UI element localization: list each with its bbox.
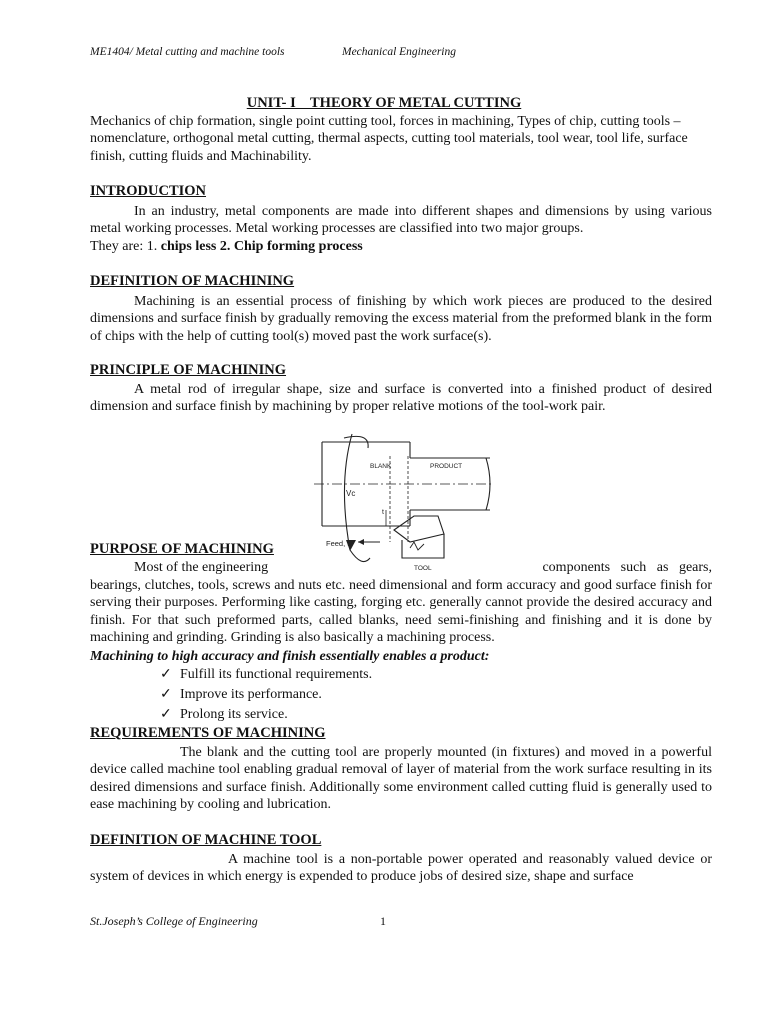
unit-summary: Mechanics of chip formation, single point cutting tool, forces in machining, Types of chip, cutting tools – nomenclature, orthogonal metal cutting, thermal aspects, cutting tool materials, tool wear, tool life, surface finish, cutting fluids and Machinability. [90, 114, 688, 164]
label-blank: BLANK [370, 463, 392, 470]
running-header [90, 46, 457, 58]
heading-introduction: INTRODUCTION [90, 183, 207, 199]
turning-diagram [310, 430, 494, 576]
heading-principle: PRINCIPLE OF MACHINING [90, 362, 287, 378]
bullet-text: Fulfill its functional requirements. [180, 667, 373, 682]
label-vc: Vc [346, 489, 356, 498]
requirements-paragraph: The blank and the cutting tool are properly mounted (in fixtures) and moved in a powerful device called machine tool enabling gradual removal of layer of material from the work surface resulting in its desired dimensions and surface finish. Additionally some environment called cutting fluid is generally used to ease machining by cooling and lubrication. [90, 745, 712, 812]
purpose-line1-left: Most of the engineering [134, 560, 269, 575]
bullet-text: Prolong its service. [180, 707, 288, 722]
groups-prefix: They are: 1. [90, 239, 161, 254]
bullet-item [160, 666, 372, 683]
heading-definition-machining: DEFINITION OF MACHINING [90, 273, 295, 289]
header-course: ME1404/ Metal cutting and machine tools [90, 46, 285, 58]
header-department: Mechanical Engineering [342, 46, 457, 58]
bullet-item [160, 706, 288, 723]
machine-tool-paragraph: A machine tool is a non-portable power operated and reasonably valued device or system of devices in which energy is expended to produce jobs of desired size, shape and surface [90, 852, 712, 885]
heading-purpose: PURPOSE OF MACHINING [90, 541, 274, 557]
bullet-item [160, 686, 322, 703]
checkmark-icon: ✓ [160, 687, 172, 702]
principle-paragraph: A metal rod of irregular shape, size and surface is converted into a finished product of desired dimension and surface finish by machining by proper relative motions of the tool-work pair. [90, 382, 712, 415]
groups-list: chips less 2. Chip forming process [160, 239, 363, 254]
checkmark-icon: ✓ [160, 707, 172, 722]
purpose-line1-right: components such as gears, [542, 560, 712, 575]
introduction-groups [90, 238, 712, 255]
purpose-emphasis: Machining to high accuracy and finish essentially enables a product: [90, 649, 490, 664]
definition-machining-paragraph: Machining is an essential process of finishing by which work pieces are produced to the desired dimensions and surface finish by gradually removing the excess material from the preformed blank in the form of chips with the help of cutting tool(s) moved past the work surface(s). [90, 294, 712, 344]
footer-college: St.Joseph’s College of Engineering [90, 914, 258, 928]
unit-title: UNIT- I THEORY OF METAL CUTTING [246, 95, 522, 111]
label-t: t [382, 509, 384, 516]
checkmark-icon: ✓ [160, 667, 172, 682]
purpose-paragraph: bearings, clutches, tools, screws and nuts etc. need dimensional and form accuracy and good surface finish for serving their purposes. Performing like casting, forging etc. generally cannot provide the desired accuracy and finish. For that such preformed parts, called blanks, need semi-finishing and finishing and it is done by machining and grinding. Grinding is also basically a machining process. [90, 578, 712, 645]
bullet-text: Improve its performance. [180, 687, 322, 702]
label-product: PRODUCT [430, 463, 463, 470]
label-tool: TOOL [414, 565, 432, 572]
label-feed: Feed, f [326, 539, 350, 548]
introduction-paragraph: In an industry, metal components are made into different shapes and dimensions by using various metal working processes. Metal working processes are classified into two major groups. [90, 204, 712, 237]
heading-machine-tool: DEFINITION OF MACHINE TOOL [90, 832, 322, 848]
heading-requirements: REQUIREMENTS OF MACHINING [90, 725, 326, 741]
page-number: 1 [380, 914, 386, 928]
